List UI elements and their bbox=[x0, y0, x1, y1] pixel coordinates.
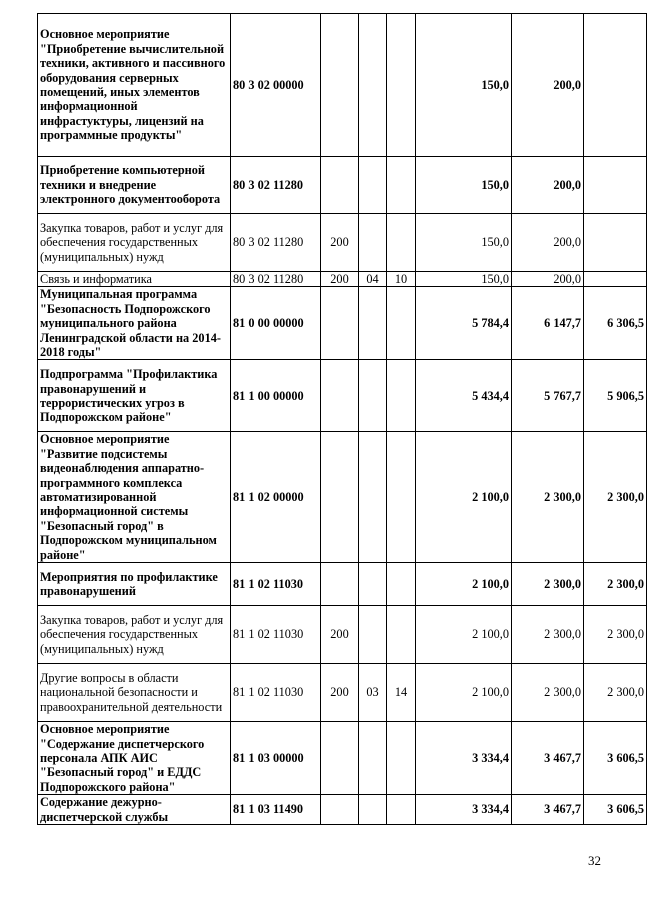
row-amount-year-2: 2 300,0 bbox=[512, 606, 584, 664]
row-name: Подпрограмма "Профилактика правонарушений и террористических угроз в Подпорожском районе" bbox=[38, 360, 231, 432]
row-amount-year-1: 150,0 bbox=[416, 157, 512, 214]
row-amount-year-2: 5 767,7 bbox=[512, 360, 584, 432]
row-name: Закупка товаров, работ и услуг для обеспечения государственных (муниципальных) нужд bbox=[38, 606, 231, 664]
row-amount-year-2: 2 300,0 bbox=[512, 563, 584, 606]
table-row bbox=[38, 563, 647, 606]
row-amount-year-3: 2 300,0 bbox=[584, 664, 647, 722]
page-number: 32 bbox=[588, 853, 601, 868]
row-amount-year-3: 6 306,5 bbox=[584, 287, 647, 360]
row-section bbox=[359, 606, 387, 664]
row-code: 81 1 02 11030 bbox=[231, 563, 321, 606]
row-amount-year-1: 2 100,0 bbox=[416, 606, 512, 664]
row-amount-year-1: 150,0 bbox=[416, 14, 512, 157]
row-amount-year-2: 6 147,7 bbox=[512, 287, 584, 360]
table-row bbox=[38, 664, 647, 722]
row-subsection bbox=[387, 432, 416, 563]
row-subsection bbox=[387, 360, 416, 432]
row-section: 03 bbox=[359, 664, 387, 722]
row-amount-year-3 bbox=[584, 14, 647, 157]
row-amount-year-2: 200,0 bbox=[512, 14, 584, 157]
row-code: 81 1 03 00000 bbox=[231, 722, 321, 795]
table-row bbox=[38, 795, 647, 825]
row-amount-year-2: 200,0 bbox=[512, 214, 584, 272]
row-section: 04 bbox=[359, 272, 387, 287]
table-row bbox=[38, 360, 647, 432]
row-amount-year-1: 3 334,4 bbox=[416, 722, 512, 795]
row-expense-type bbox=[321, 563, 359, 606]
row-amount-year-3: 3 606,5 bbox=[584, 722, 647, 795]
row-code: 81 1 02 00000 bbox=[231, 432, 321, 563]
row-expense-type bbox=[321, 360, 359, 432]
table-row bbox=[38, 287, 647, 360]
row-amount-year-3: 2 300,0 bbox=[584, 563, 647, 606]
row-amount-year-3: 2 300,0 bbox=[584, 606, 647, 664]
row-subsection bbox=[387, 795, 416, 825]
row-code: 81 1 00 00000 bbox=[231, 360, 321, 432]
row-expense-type bbox=[321, 287, 359, 360]
row-name: Приобретение компьютерной техники и внедрение электронного документооборота bbox=[38, 157, 231, 214]
row-code: 81 1 03 11490 bbox=[231, 795, 321, 825]
row-amount-year-3: 2 300,0 bbox=[584, 432, 647, 563]
row-code: 81 1 02 11030 bbox=[231, 606, 321, 664]
row-amount-year-1: 2 100,0 bbox=[416, 563, 512, 606]
table-row bbox=[38, 272, 647, 287]
row-section bbox=[359, 432, 387, 563]
row-section bbox=[359, 722, 387, 795]
row-expense-type: 200 bbox=[321, 606, 359, 664]
row-amount-year-2: 200,0 bbox=[512, 157, 584, 214]
row-amount-year-2: 3 467,7 bbox=[512, 795, 584, 825]
row-expense-type: 200 bbox=[321, 272, 359, 287]
row-expense-type bbox=[321, 722, 359, 795]
row-section bbox=[359, 360, 387, 432]
row-amount-year-3 bbox=[584, 214, 647, 272]
table-row bbox=[38, 214, 647, 272]
row-name: Другие вопросы в области национальной безопасности и правоохранительной деятельности bbox=[38, 664, 231, 722]
row-subsection bbox=[387, 214, 416, 272]
row-code: 80 3 02 11280 bbox=[231, 272, 321, 287]
row-amount-year-1: 5 784,4 bbox=[416, 287, 512, 360]
row-expense-type bbox=[321, 795, 359, 825]
row-amount-year-1: 150,0 bbox=[416, 272, 512, 287]
table-row bbox=[38, 157, 647, 214]
row-amount-year-2: 200,0 bbox=[512, 272, 584, 287]
row-code: 80 3 02 11280 bbox=[231, 214, 321, 272]
row-amount-year-1: 2 100,0 bbox=[416, 664, 512, 722]
row-amount-year-2: 3 467,7 bbox=[512, 722, 584, 795]
row-section bbox=[359, 563, 387, 606]
row-subsection bbox=[387, 722, 416, 795]
table-row bbox=[38, 14, 647, 157]
row-name: Связь и информатика bbox=[38, 272, 231, 287]
row-code: 80 3 02 11280 bbox=[231, 157, 321, 214]
row-section bbox=[359, 14, 387, 157]
table-row bbox=[38, 606, 647, 664]
row-code: 81 0 00 00000 bbox=[231, 287, 321, 360]
row-subsection bbox=[387, 287, 416, 360]
row-amount-year-1: 2 100,0 bbox=[416, 432, 512, 563]
row-subsection: 10 bbox=[387, 272, 416, 287]
table-row bbox=[38, 432, 647, 563]
row-amount-year-1: 150,0 bbox=[416, 214, 512, 272]
budget-table-body bbox=[38, 14, 647, 825]
row-name: Основное мероприятие "Развитие подсистемы видеонаблюдения аппаратно-программного комплекса автоматизированной информационной системы "Безопасный город" в Подпорожском муниципальном районе" bbox=[38, 432, 231, 563]
row-amount-year-1: 3 334,4 bbox=[416, 795, 512, 825]
row-amount-year-3: 3 606,5 bbox=[584, 795, 647, 825]
row-amount-year-1: 5 434,4 bbox=[416, 360, 512, 432]
row-subsection bbox=[387, 563, 416, 606]
row-name: Закупка товаров, работ и услуг для обеспечения государственных (муниципальных) нужд bbox=[38, 214, 231, 272]
row-expense-type bbox=[321, 14, 359, 157]
row-name: Содержание дежурно-диспетчерской службы bbox=[38, 795, 231, 825]
row-amount-year-3 bbox=[584, 157, 647, 214]
row-expense-type bbox=[321, 157, 359, 214]
row-subsection bbox=[387, 157, 416, 214]
row-amount-year-3 bbox=[584, 272, 647, 287]
row-amount-year-2: 2 300,0 bbox=[512, 432, 584, 563]
row-section bbox=[359, 214, 387, 272]
row-amount-year-3: 5 906,5 bbox=[584, 360, 647, 432]
row-expense-type: 200 bbox=[321, 214, 359, 272]
row-name: Мероприятия по профилактике правонарушений bbox=[38, 563, 231, 606]
row-name: Основное мероприятие "Приобретение вычислительной техники, активного и пассивного оборудования серверных помещений, иных элементов информационной инфрастуктуры, лицензий на программные продукты" bbox=[38, 14, 231, 157]
row-section bbox=[359, 795, 387, 825]
row-section bbox=[359, 157, 387, 214]
row-expense-type bbox=[321, 432, 359, 563]
row-subsection bbox=[387, 606, 416, 664]
row-subsection: 14 bbox=[387, 664, 416, 722]
row-code: 81 1 02 11030 bbox=[231, 664, 321, 722]
budget-table bbox=[37, 13, 647, 825]
row-code: 80 3 02 00000 bbox=[231, 14, 321, 157]
row-amount-year-2: 2 300,0 bbox=[512, 664, 584, 722]
row-name: Основное мероприятие "Содержание диспетчерского персонала АПК АИС "Безопасный город" и ЕДДС Подпорожского района" bbox=[38, 722, 231, 795]
table-row bbox=[38, 722, 647, 795]
row-name: Муниципальная программа "Безопасность Подпорожского муниципального района Ленинградской области на 2014-2018 годы" bbox=[38, 287, 231, 360]
row-expense-type: 200 bbox=[321, 664, 359, 722]
row-section bbox=[359, 287, 387, 360]
row-subsection bbox=[387, 14, 416, 157]
